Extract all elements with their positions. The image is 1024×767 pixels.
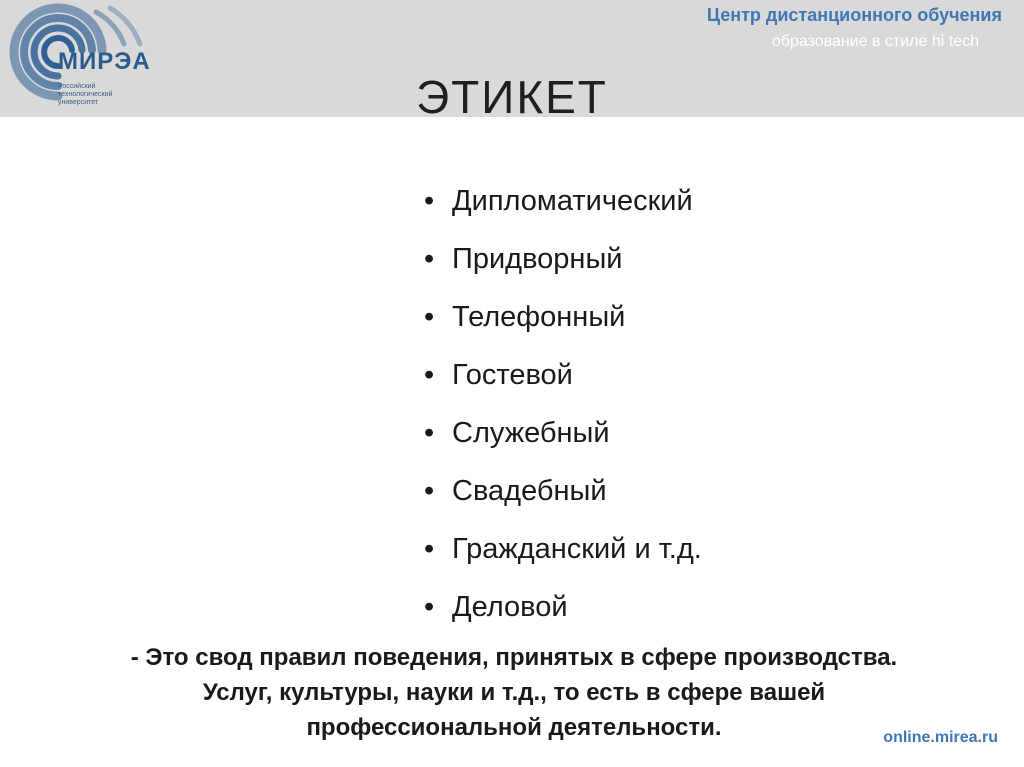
- list-item-label: Дипломатический: [452, 185, 693, 217]
- definition-text: - Это свод правил поведения, принятых в сфере производства. Услуг, культуры, науки и т.д., то есть в сфере вашей профессиональной деятельности.: [130, 644, 898, 741]
- list-item-label: Гостевой: [452, 359, 573, 391]
- list-item: [424, 408, 702, 466]
- bullet-icon: •: [424, 243, 435, 275]
- list-item-label: Гражданский и т.д.: [452, 533, 702, 565]
- footer-link[interactable]: online.mirea.ru: [883, 729, 998, 746]
- list-item: [424, 176, 702, 234]
- list-item: [424, 350, 702, 408]
- center-title: Центр дистанционного обучения: [706, 5, 1002, 25]
- logo-wordmark: МИРЭА: [58, 48, 151, 75]
- bullet-icon: •: [424, 359, 435, 391]
- list-item: [424, 524, 702, 582]
- bullet-icon: •: [424, 533, 435, 565]
- slide-title: ЭТИКЕТ: [416, 71, 608, 123]
- list-item: [424, 582, 702, 640]
- list-item-label: Телефонный: [452, 301, 626, 333]
- bullet-icon: •: [424, 591, 435, 623]
- bullet-icon: •: [424, 475, 435, 507]
- etiquette-types-list: [424, 176, 702, 640]
- list-item-label: Придворный: [452, 243, 623, 275]
- logo-tagline: Российский технологический университет: [58, 83, 113, 106]
- list-item-label: Служебный: [452, 417, 610, 449]
- list-item: [424, 466, 702, 524]
- list-item-label: Деловой: [452, 591, 568, 623]
- list-item: [424, 292, 702, 350]
- bullet-icon: •: [424, 301, 435, 333]
- list-item: [424, 234, 702, 292]
- bullet-icon: •: [424, 185, 435, 217]
- center-subtitle: образование в стиле hi tech: [771, 33, 979, 50]
- bullet-icon: •: [424, 417, 435, 449]
- list-item-label: Свадебный: [452, 475, 607, 507]
